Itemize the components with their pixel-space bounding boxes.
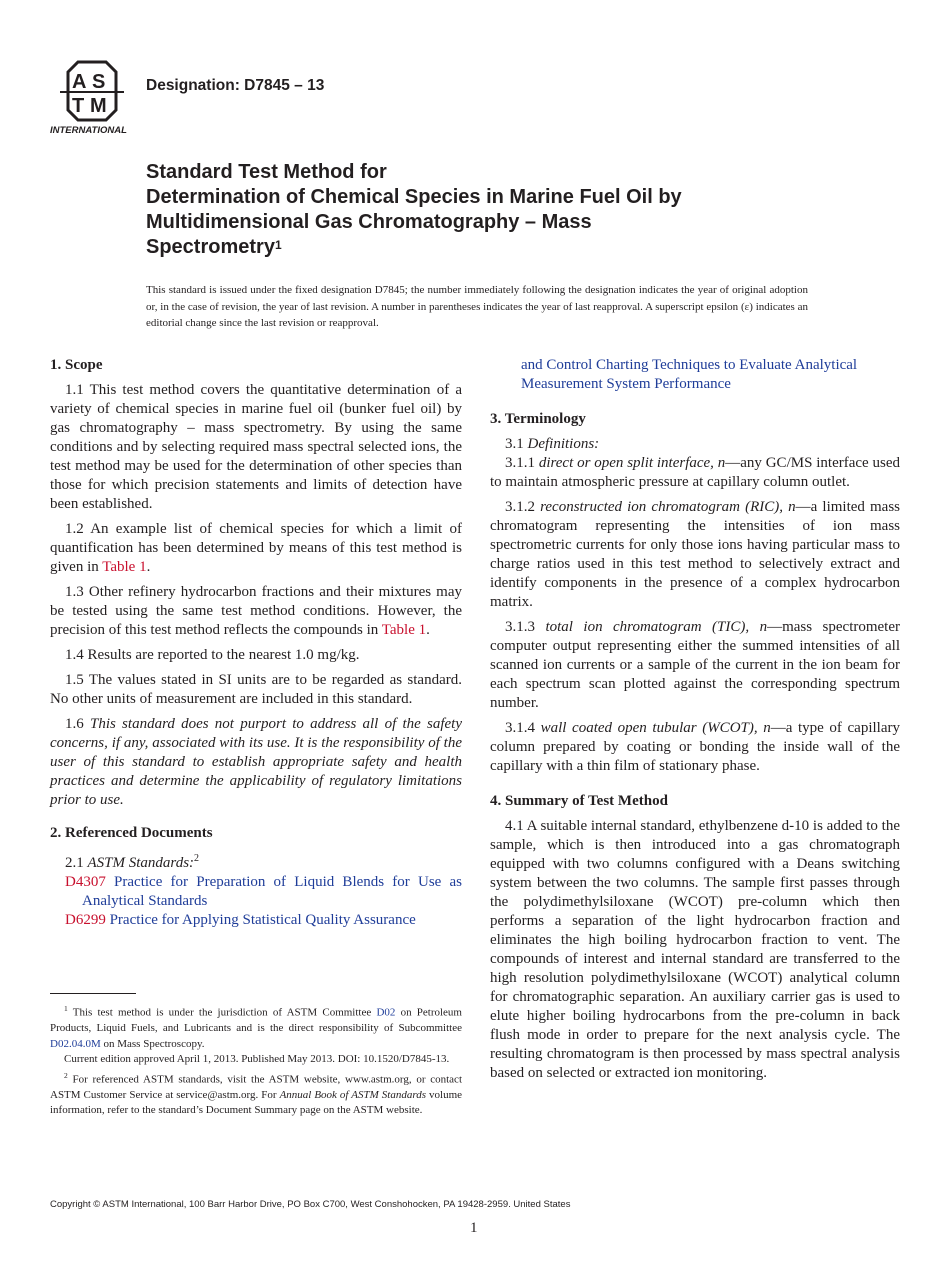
footnotes (50, 1001, 462, 1119)
ref-d6299[interactable] (50, 911, 462, 930)
def-text: —mass spectrometer computer output representing either the summed intensities of all scanned ion currents or a sample of the current in the ion beam for each spectrum scan plotted against the corresponding spectrum number. (490, 619, 900, 711)
document-title (146, 160, 866, 260)
ref-d4307[interactable] (50, 873, 462, 911)
astm-logo (50, 58, 134, 136)
scope-heading: 1. Scope (50, 357, 103, 373)
right-column (490, 356, 900, 1089)
title-line-1: Standard Test Method for (146, 161, 387, 183)
scope-1-6-italic: This standard does not purport to address all of the safety concerns, if any, associated with its use. It is the responsibility of the user of this standard to establish appropriate safety and health practices and determine the applicability of regulatory limitations prior to use. (50, 716, 463, 808)
ref-d6299-continued[interactable]: and Control Charting Techniques to Evaluate Analytical Measurement System Performance (521, 357, 858, 392)
footnote-1-text: on Petroleum Products, Liquid Fuels, and Lubricants and is the direct responsibility of Subcommittee (50, 1006, 462, 1035)
footnote-2 (50, 1068, 462, 1119)
def-num: 3.1.2 (505, 499, 541, 515)
definition-3-1-1 (490, 454, 900, 492)
scope-1-6 (50, 715, 462, 810)
def-text: —any GC/MS interface used to maintain atmospheric pressure at capillary column outlet. (490, 455, 900, 490)
subcommittee-link[interactable]: D02.04.0M (50, 1037, 101, 1050)
definitions-label: Definitions: (527, 436, 600, 452)
referenced-heading: 2. Referenced Documents (50, 825, 213, 841)
summary-4-1: 4.1 A suitable internal standard, ethylbenzene d-10 is added to the sample, which is then introduced into a gas chromatograph equipped with two columns configured with a Deans switching system between the two columns. The sample first passes through the polydimethylsiloxane (WCOT) pre-column which then performs a separation of the light hydrocarbon fraction and eliminates the high boiling hydrocarbon fraction to vent. The compounds of interest and internal standard are transferred to the high resolution polydimethylsiloxane (WCOT) analytical column for chromatographic separation. An auxiliary carrier gas is used to elute higher boiling hydrocarbons from the pre-column in back flush mode in order to prepare for the next analysis cycle. The resulting chromatogram is then processed by mass spectral analysis based on selected or extracted ion monitoring. (490, 818, 900, 1081)
svg-text:T: T (72, 95, 85, 117)
committee-d02-link[interactable]: D02 (376, 1006, 396, 1019)
def-term: total ion chromatogram (TIC), n (545, 619, 768, 635)
ref-code[interactable]: D6299 (65, 912, 106, 928)
scope-1-3: 1.3 Other refinery hydrocarbon fractions and their mixtures may be tested using the same test method conditions. However, the precision of this test method reflects the compounds in Table 1. (50, 584, 462, 638)
footnote-2-text: For referenced ASTM standards, visit the ASTM website, www.astm.org, or contact ASTM Customer Service at service@astm.org. For (50, 1073, 462, 1101)
footnote-1-text: on Mass Spectroscopy. (100, 1037, 205, 1050)
footnote-1-mark: 1 (64, 1004, 68, 1013)
scope-1-3-text: 1.3 Other refinery hydrocarbon fractions and their mixtures may be tested using the same test method conditions. However, the precision of this test method reflects the compounds in (50, 584, 462, 638)
footnote-2-italic: Annual Book of ASTM Standards (279, 1088, 427, 1101)
footnote-2-mark: 2 (64, 1070, 68, 1080)
definition-3-1-3 (490, 618, 900, 713)
title-line-3: Multidimensional Gas Chromatography – Mass (146, 211, 592, 233)
referenced-2-1 (50, 849, 462, 873)
footnote-1-text: This test method is under the jurisdiction of ASTM Committee (67, 1006, 377, 1019)
definition-3-1-4 (490, 719, 900, 776)
def-term: direct or open split interface, n (538, 455, 726, 471)
def-num: 3.1.4 (505, 720, 541, 736)
scope-1-5: 1.5 The values stated in SI units are to be regarded as standard. No other units of measurement are included in this standard. (50, 672, 462, 707)
title-line-2: Determination of Chemical Species in Marine Fuel Oil by (146, 186, 682, 208)
title-footnote-mark: 1 (274, 238, 282, 252)
summary-heading: 4. Summary of Test Method (490, 793, 668, 809)
ref-title[interactable]: Practice for Applying Statistical Quality Assurance (109, 912, 416, 928)
table-1-link[interactable]: Table 1 (381, 622, 427, 638)
table-1-link[interactable]: Table 1 (102, 559, 147, 575)
def-text: —a limited mass chromatogram representing the intensities of ion mass spectrometric currents for only those ions having particular mass to charge ratios used in this test method to selectively extract and identify components in the presence of a complex hydrocarbon matrix. (490, 499, 901, 610)
def-num: 3.1.1 (505, 455, 539, 471)
footnote-2-text: volume information, refer to the standard’s Document Summary page on the ASTM website. (50, 1088, 463, 1117)
svg-text:S: S (92, 71, 106, 93)
footnote-divider (50, 993, 136, 994)
definition-3-1-2 (490, 498, 900, 612)
scope-1-2: 1.2 An example list of chemical species for which a limit of quantification has been determined by means of this test method is given in Table 1. (50, 521, 462, 575)
def-text: —a type of capillary column prepared by coating or bonding the inside wall of the capillary with a thin film of stationary phase. (490, 720, 900, 774)
ref-code[interactable]: D4307 (65, 874, 106, 890)
def-num: 3.1.3 (505, 619, 546, 635)
footnote-1 (50, 1001, 462, 1052)
title-line-4: Spectrometry (146, 236, 275, 258)
terminology-3-1 (490, 435, 900, 454)
terminology-3-1-num: 3.1 (505, 436, 528, 452)
terminology-heading: 3. Terminology (490, 411, 586, 427)
referenced-2-1-num: 2.1 (65, 855, 88, 871)
page-number: 1 (470, 1220, 478, 1236)
scope-1-4: 1.4 Results are reported to the nearest 1.0 mg/kg. (65, 647, 360, 663)
svg-text:INTERNATIONAL: INTERNATIONAL (50, 125, 127, 136)
def-term: reconstructed ion chromatogram (RIC), n (540, 499, 796, 515)
scope-1-1: 1.1 This test method covers the quantitative determination of a variety of chemical species in marine fuel oil (bunker fuel oil) by gas chromatography – mass spectrometry. By using the same conditions and by selecting required mass spectral selected ions, the test method may be used for the determination of other species than those for which precision statements and limits of detection have been established. (50, 382, 462, 512)
svg-text:A: A (72, 71, 87, 93)
scope-1-6-num: 1.6 (65, 716, 90, 732)
footnote-1-edition: Current edition approved April 1, 2013. Published May 2013. DOI: 10.1520/D7845-13. (64, 1053, 450, 1066)
scope-1-2-text: 1.2 An example list of chemical species for which a limit of quantification has been determined by means of this test method is given in (50, 521, 462, 575)
def-term: wall coated open tubular (WCOT), n (540, 720, 771, 736)
ref-title[interactable]: Practice for Preparation of Liquid Blends for Use as Analytical Standards (82, 874, 462, 909)
left-column (50, 356, 462, 930)
designation: Designation: D7845 – 13 (146, 77, 325, 94)
svg-text:M: M (90, 95, 107, 117)
footnote-2-mark: 2 (194, 853, 200, 864)
copyright-footer: Copyright © ASTM International, 100 Barr Harbor Drive, PO Box C700, West Conshohocken, PA 19428-2959. United States (50, 1199, 571, 1210)
issued-note: This standard is issued under the fixed designation D7845; the number immediately following the designation indicates the year of original adoption or, in the case of revision, the year of last revision. A number in parentheses indicates the year of last reapproval. A superscript epsilon (ε) indicates an editorial change since the last revision or reapproval. (146, 284, 808, 329)
astm-standards-label: ASTM Standards: (87, 855, 195, 871)
astm-logo-icon (50, 58, 134, 136)
